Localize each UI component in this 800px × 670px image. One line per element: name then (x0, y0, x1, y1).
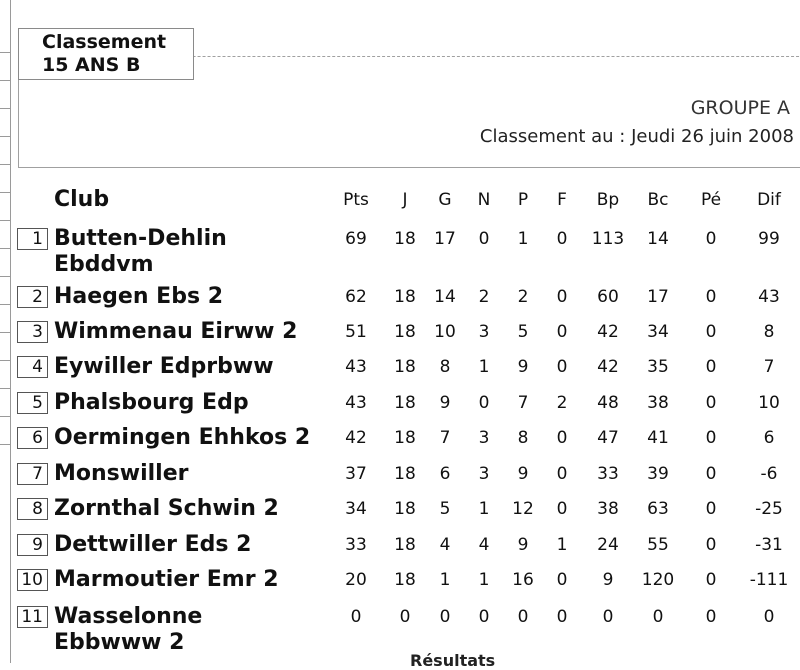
drawn-cell: 3 (478, 464, 490, 484)
lost-cell: 9 (517, 357, 529, 377)
lost-cell: 0 (517, 607, 529, 627)
club-name: Oermingen Ehhkos 2 (54, 425, 311, 450)
won-cell: 9 (439, 393, 451, 413)
rank-badge: 9 (17, 534, 48, 556)
points-cell: 43 (345, 357, 367, 377)
points-cell: 69 (345, 229, 367, 249)
forfeit-cell: 0 (556, 570, 568, 590)
drawn-cell: 2 (478, 287, 490, 307)
points-cell: 33 (345, 535, 367, 555)
club-name: Phalsbourg Edp (54, 390, 249, 415)
margin-tick (0, 388, 10, 389)
penalty-cell: 0 (705, 229, 717, 249)
column-header-points: Pts (343, 190, 369, 210)
forfeit-cell: 0 (556, 607, 568, 627)
lost-cell: 5 (517, 322, 529, 342)
penalty-cell: 0 (705, 357, 717, 377)
points-cell: 0 (350, 607, 362, 627)
won-cell: 5 (439, 499, 451, 519)
column-header-penalty: Pé (700, 190, 722, 210)
goals-for-cell: 48 (597, 393, 619, 413)
group-label: GROUPE A (690, 97, 790, 119)
forfeit-cell: 1 (556, 535, 568, 555)
goals-against-cell: 17 (647, 287, 669, 307)
points-cell: 51 (345, 322, 367, 342)
played-cell: 18 (394, 535, 416, 555)
forfeit-cell: 0 (556, 499, 568, 519)
margin-tick (0, 192, 10, 193)
goal-difference-cell: -6 (760, 464, 778, 484)
drawn-cell: 0 (478, 229, 490, 249)
margin-tick (0, 360, 10, 361)
club-name: Wasselonne Ebbwww 2 (54, 604, 203, 655)
ranking-title: Classement (42, 31, 167, 53)
played-cell: 0 (399, 607, 411, 627)
goals-against-cell: 0 (652, 607, 664, 627)
forfeit-cell: 0 (556, 464, 568, 484)
penalty-cell: 0 (705, 535, 717, 555)
rank-badge: 5 (17, 392, 48, 414)
lost-cell: 2 (517, 287, 529, 307)
goal-difference-cell: -25 (755, 499, 783, 519)
points-cell: 20 (345, 570, 367, 590)
goals-against-cell: 38 (647, 393, 669, 413)
goals-for-cell: 47 (597, 428, 619, 448)
club-name: Monswiller (54, 461, 189, 486)
club-name: Haegen Ebs 2 (54, 284, 224, 309)
rank-badge: 2 (17, 286, 48, 308)
forfeit-cell: 0 (556, 322, 568, 342)
drawn-cell: 1 (478, 499, 490, 519)
rank-badge: 3 (17, 321, 48, 343)
goals-for-cell: 42 (597, 357, 619, 377)
won-cell: 4 (439, 535, 451, 555)
won-cell: 1 (439, 570, 451, 590)
goals-against-cell: 14 (647, 229, 669, 249)
played-cell: 18 (394, 287, 416, 307)
goals-for-cell: 9 (602, 570, 614, 590)
margin-tick (0, 220, 10, 221)
competition-title-box (18, 28, 194, 80)
drawn-cell: 1 (478, 570, 490, 590)
points-cell: 42 (345, 428, 367, 448)
drawn-cell: 3 (478, 428, 490, 448)
margin-tick (0, 332, 10, 333)
goals-against-cell: 34 (647, 322, 669, 342)
margin-tick (0, 52, 10, 53)
column-header-goal-difference: Dif (757, 190, 781, 210)
margin-tick (0, 444, 10, 445)
lost-cell: 9 (517, 535, 529, 555)
lost-cell: 12 (512, 499, 534, 519)
goal-difference-cell: 7 (763, 357, 775, 377)
goals-against-cell: 55 (647, 535, 669, 555)
column-header-drawn: N (477, 190, 491, 210)
club-name: Zornthal Schwin 2 (54, 496, 279, 521)
won-cell: 17 (434, 229, 456, 249)
won-cell: 14 (434, 287, 456, 307)
forfeit-cell: 0 (556, 428, 568, 448)
goal-difference-cell: 99 (758, 229, 780, 249)
drawn-cell: 4 (478, 535, 490, 555)
penalty-cell: 0 (705, 499, 717, 519)
won-cell: 6 (439, 464, 451, 484)
goals-for-cell: 113 (591, 229, 625, 249)
drawn-cell: 3 (478, 322, 490, 342)
won-cell: 10 (434, 322, 456, 342)
lost-cell: 7 (517, 393, 529, 413)
club-name: Butten-Dehlin Ebddvm (54, 226, 227, 277)
column-header-forfeit: F (557, 190, 567, 210)
penalty-cell: 0 (705, 322, 717, 342)
margin-tick (0, 304, 10, 305)
goals-against-cell: 120 (641, 570, 675, 590)
column-header-goals-for: Bp (596, 190, 620, 210)
forfeit-cell: 2 (556, 393, 568, 413)
lost-cell: 1 (517, 229, 529, 249)
drawn-cell: 0 (478, 393, 490, 413)
column-header-won: G (438, 190, 452, 210)
penalty-cell: 0 (705, 393, 717, 413)
goal-difference-cell: 43 (758, 287, 780, 307)
goals-against-cell: 35 (647, 357, 669, 377)
drawn-cell: 0 (478, 607, 490, 627)
played-cell: 18 (394, 464, 416, 484)
goals-for-cell: 33 (597, 464, 619, 484)
rank-badge: 7 (17, 463, 48, 485)
penalty-cell: 0 (705, 287, 717, 307)
lost-cell: 16 (512, 570, 534, 590)
rank-badge: 8 (17, 498, 48, 520)
played-cell: 18 (394, 322, 416, 342)
played-cell: 18 (394, 570, 416, 590)
goals-for-cell: 24 (597, 535, 619, 555)
left-margin-rule (10, 0, 11, 663)
won-cell: 0 (439, 607, 451, 627)
points-cell: 43 (345, 393, 367, 413)
forfeit-cell: 0 (556, 287, 568, 307)
margin-tick (0, 248, 10, 249)
goals-against-cell: 63 (647, 499, 669, 519)
margin-tick (0, 136, 10, 137)
results-heading-partial: Résultats (410, 651, 496, 670)
played-cell: 18 (394, 229, 416, 249)
column-header-goals-against: Bc (647, 190, 669, 210)
goals-for-cell: 42 (597, 322, 619, 342)
club-name: Marmoutier Emr 2 (54, 567, 279, 592)
goal-difference-cell: 6 (763, 428, 775, 448)
goals-for-cell: 38 (597, 499, 619, 519)
lost-cell: 9 (517, 464, 529, 484)
goals-against-cell: 39 (647, 464, 669, 484)
lost-cell: 8 (517, 428, 529, 448)
column-header-club: Club (54, 187, 110, 212)
column-header-lost: P (517, 190, 529, 210)
points-cell: 34 (345, 499, 367, 519)
played-cell: 18 (394, 428, 416, 448)
club-name: Eywiller Edprbww (54, 354, 274, 379)
margin-tick (0, 80, 10, 81)
forfeit-cell: 0 (556, 357, 568, 377)
category-title: 15 ANS B (42, 54, 141, 76)
rank-badge: 6 (17, 427, 48, 449)
column-header-played: J (402, 190, 408, 210)
played-cell: 18 (394, 357, 416, 377)
won-cell: 7 (439, 428, 451, 448)
played-cell: 18 (394, 393, 416, 413)
played-cell: 18 (394, 499, 416, 519)
goal-difference-cell: 0 (763, 607, 775, 627)
goal-difference-cell: 8 (763, 322, 775, 342)
goals-for-cell: 0 (602, 607, 614, 627)
points-cell: 62 (345, 287, 367, 307)
club-name: Dettwiller Eds 2 (54, 532, 252, 557)
penalty-cell: 0 (705, 607, 717, 627)
penalty-cell: 0 (705, 570, 717, 590)
rank-badge: 4 (17, 356, 48, 378)
won-cell: 8 (439, 357, 451, 377)
penalty-cell: 0 (705, 464, 717, 484)
margin-tick (0, 164, 10, 165)
goal-difference-cell: -31 (755, 535, 783, 555)
club-name: Wimmenau Eirww 2 (54, 319, 298, 344)
points-cell: 37 (345, 464, 367, 484)
goal-difference-cell: -111 (749, 570, 789, 590)
ranking-date: Classement au : Jeudi 26 juin 2008 (479, 126, 794, 147)
goals-for-cell: 60 (597, 287, 619, 307)
penalty-cell: 0 (705, 428, 717, 448)
rank-badge: 1 (17, 228, 48, 250)
rank-badge: 11 (17, 606, 48, 628)
goal-difference-cell: 10 (758, 393, 780, 413)
forfeit-cell: 0 (556, 229, 568, 249)
margin-tick (0, 276, 10, 277)
drawn-cell: 1 (478, 357, 490, 377)
margin-tick (0, 416, 10, 417)
goals-against-cell: 41 (647, 428, 669, 448)
rank-badge: 10 (17, 569, 48, 591)
margin-tick (0, 108, 10, 109)
